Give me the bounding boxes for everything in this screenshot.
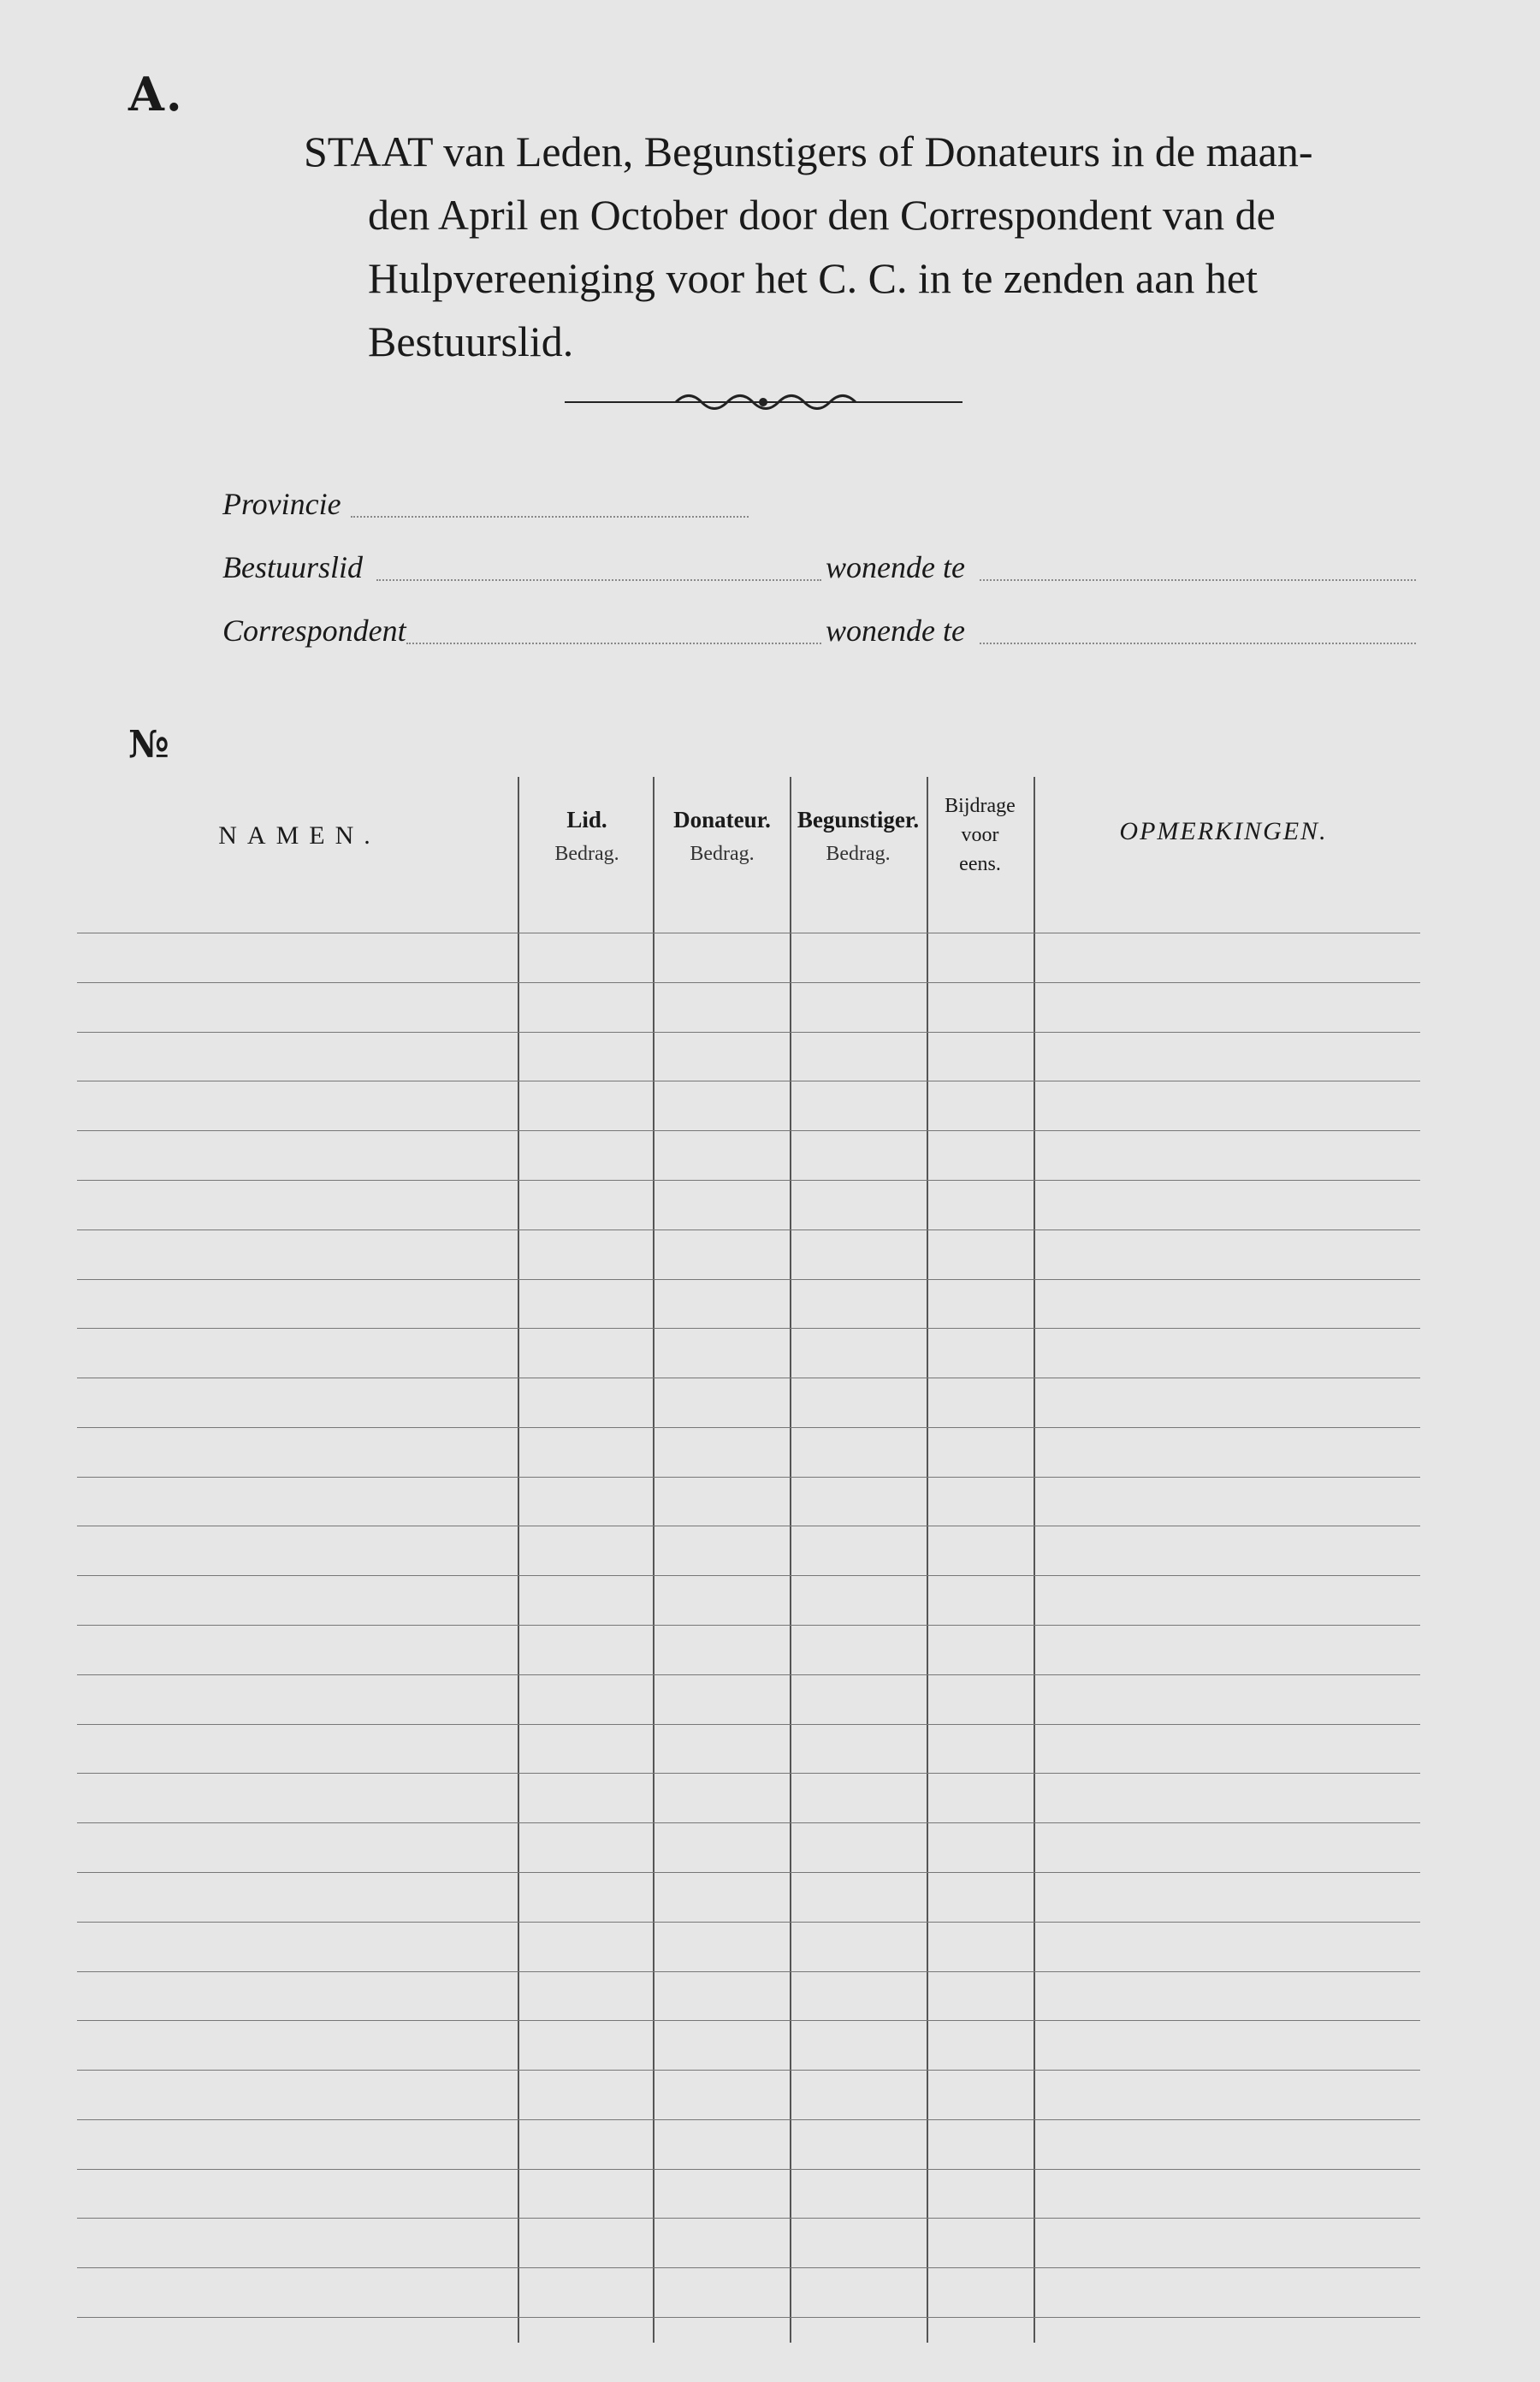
column-header-lid-title: Lid. bbox=[566, 807, 607, 833]
column-header-namen: NAMEN. bbox=[218, 821, 381, 850]
heading-line-4: Bestuurslid. bbox=[368, 317, 574, 365]
correspondent-woonplaats-field[interactable] bbox=[980, 643, 1416, 644]
column-divider-5 bbox=[1034, 777, 1035, 2343]
provincie-field[interactable] bbox=[351, 516, 749, 518]
column-header-begunstiger-title: Begunstiger. bbox=[797, 807, 920, 833]
form-letter-mark: A. bbox=[128, 67, 184, 121]
table-row-line bbox=[77, 1773, 1420, 1774]
table-row-line bbox=[77, 1724, 1420, 1725]
column-header-lid bbox=[519, 803, 654, 871]
correspondent-field[interactable] bbox=[406, 643, 821, 644]
ornament-divider bbox=[565, 389, 962, 415]
table-row-line bbox=[77, 1328, 1420, 1329]
column-header-begunstiger bbox=[790, 803, 927, 871]
table-row-line bbox=[77, 2267, 1420, 2268]
column-header-bijdrage-line-2: voor bbox=[961, 824, 999, 846]
table-row-line bbox=[77, 1674, 1420, 1675]
table-row-line bbox=[77, 2218, 1420, 2219]
number-sign: № bbox=[128, 723, 169, 767]
column-divider-1 bbox=[518, 777, 519, 2343]
bestuurslid-field[interactable] bbox=[376, 579, 821, 581]
bestuurslid-woonplaats-field[interactable] bbox=[980, 579, 1416, 581]
wonende-te-label-1: wonende te bbox=[826, 550, 965, 584]
correspondent-label: Correspondent bbox=[222, 613, 406, 648]
table-row-line bbox=[77, 2070, 1420, 2071]
form-heading bbox=[304, 120, 1416, 373]
table-row-line bbox=[77, 1625, 1420, 1626]
wonende-te-label-2: wonende te bbox=[826, 613, 965, 648]
column-header-donateur-title: Donateur. bbox=[673, 807, 771, 833]
table-row-line bbox=[77, 2169, 1420, 2170]
table-row-line bbox=[77, 2119, 1420, 2120]
column-header-opmerkingen: OPMERKINGEN. bbox=[1119, 817, 1328, 845]
column-header-donateur-sub: Bedrag. bbox=[690, 843, 755, 865]
column-header-bijdrage bbox=[927, 791, 1034, 879]
column-header-begunstiger-sub: Bedrag. bbox=[826, 843, 891, 865]
table-row-line bbox=[77, 1180, 1420, 1181]
heading-line-3: Hulpvereeniging voor het C. C. in te zenden aan het bbox=[368, 254, 1258, 302]
table-row-line bbox=[77, 1477, 1420, 1478]
column-header-bijdrage-line-3: eens. bbox=[959, 853, 1001, 875]
table-row-line bbox=[77, 1575, 1420, 1576]
column-header-bijdrage-line-1: Bijdrage bbox=[945, 795, 1016, 817]
table-row-line bbox=[77, 1032, 1420, 1033]
table-row-line bbox=[77, 1971, 1420, 1972]
table-row-line bbox=[77, 1279, 1420, 1280]
column-divider-4 bbox=[927, 777, 928, 2343]
table-row-line bbox=[77, 1130, 1420, 1131]
provincie-label: Provincie bbox=[222, 487, 341, 521]
table-row-line bbox=[77, 2020, 1420, 2021]
heading-line-1: STAAT van Leden, Begunstigers of Donateurs in de maan- bbox=[304, 127, 1313, 175]
bestuurslid-label: Bestuurslid bbox=[222, 550, 364, 584]
table-row-line bbox=[77, 1822, 1420, 1823]
table-row-line bbox=[77, 982, 1420, 983]
table-row-line bbox=[77, 1427, 1420, 1428]
column-header-donateur bbox=[654, 803, 790, 871]
column-header-lid-sub: Bedrag. bbox=[554, 843, 619, 865]
column-divider-3 bbox=[790, 777, 791, 2343]
table-row-line bbox=[77, 1872, 1420, 1873]
column-divider-2 bbox=[653, 777, 654, 2343]
table-row-line bbox=[77, 2317, 1420, 2318]
heading-line-2: den April en October door den Correspondent van de bbox=[368, 191, 1276, 239]
table-row-line bbox=[77, 1922, 1420, 1923]
